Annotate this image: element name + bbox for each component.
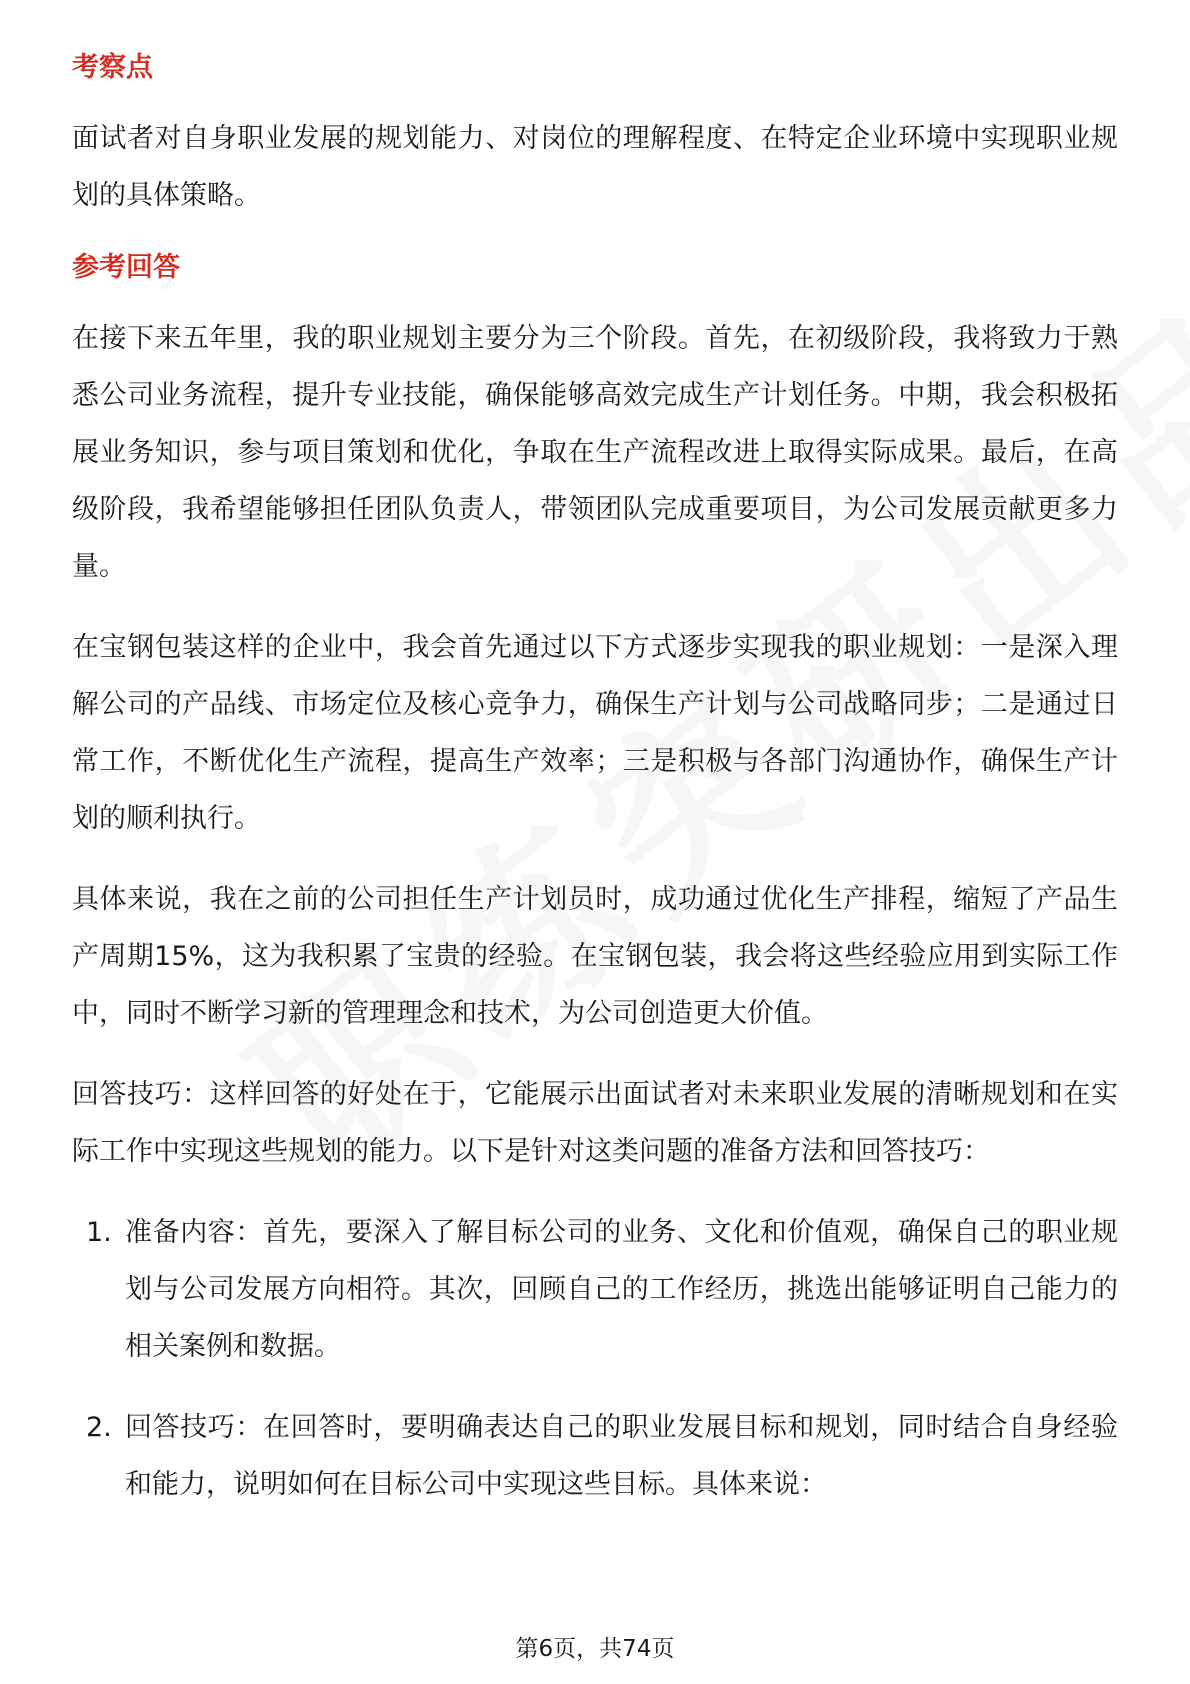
page-footer: 第6页，共74页 [515, 1636, 675, 1662]
assessment-text: 面试者对自身职业发展的规划能力、对岗位的理解程度、在特定企业环境中实现职业规划的具体策略。 [72, 123, 1118, 211]
answer-paragraph-1: 在接下来五年里，我的职业规划主要分为三个阶段。首先，在初级阶段，我将致力于熟悉公司业务流程，提升专业技能，确保能够高效完成生产计划任务。中期，我会积极拓展业务知识，参与项目策划和优化，争取在生产流程改进上取得实际成果。最后，在高级阶段，我希望能够担任团队负责人，带领团队完成重要项目，为公司发展贡献更多力量。 [72, 323, 1118, 582]
answer-tips-paragraph: 回答技巧：这样回答的好处在于，它能展示出面试者对未来职业发展的清晰规划和在实际工作中实现这些规划的能力。以下是针对这类问题的准备方法和回答技巧： [72, 1079, 1118, 1167]
list-item [72, 1399, 1118, 1513]
tips-list [72, 1204, 1118, 1513]
list-item-text: 准备内容：首先，要深入了解目标公司的业务、文化和价值观，确保自己的职业规划与公司发展方向相符。其次，回顾自己的工作经历，挑选出能够证明自己能力的相关案例和数据。 [125, 1217, 1118, 1362]
list-item-text: 回答技巧：在回答时，要明确表达自己的职业发展目标和规划，同时结合自身经验和能力，说明如何在目标公司中实现这些目标。具体来说： [125, 1412, 1118, 1500]
answer-paragraph-3: 具体来说，我在之前的公司担任生产计划员时，成功通过优化生产排程，缩短了产品生产周期15%，这为我积累了宝贵的经验。在宝钢包装，我会将这些经验应用到实际工作中，同时不断学习新的管理理念和技术，为公司创造更大价值。 [72, 884, 1118, 1029]
answer-paragraph-2: 在宝钢包装这样的企业中，我会首先通过以下方式逐步实现我的职业规划：一是深入理解公司的产品线、市场定位及核心竞争力，确保生产计划与公司战略同步；二是通过日常工作，不断优化生产流程，提高生产效率；三是积极与各部门沟通协作，确保生产计划的顺利执行。 [72, 632, 1118, 834]
section-heading-assessment: 考察点 [72, 52, 153, 83]
page-content [72, 48, 1118, 1537]
list-item [72, 1204, 1118, 1375]
list-item-number: 2. [86, 1412, 112, 1443]
section-heading-reference-answer: 参考回答 [72, 252, 180, 283]
list-item-number: 1. [86, 1217, 112, 1248]
